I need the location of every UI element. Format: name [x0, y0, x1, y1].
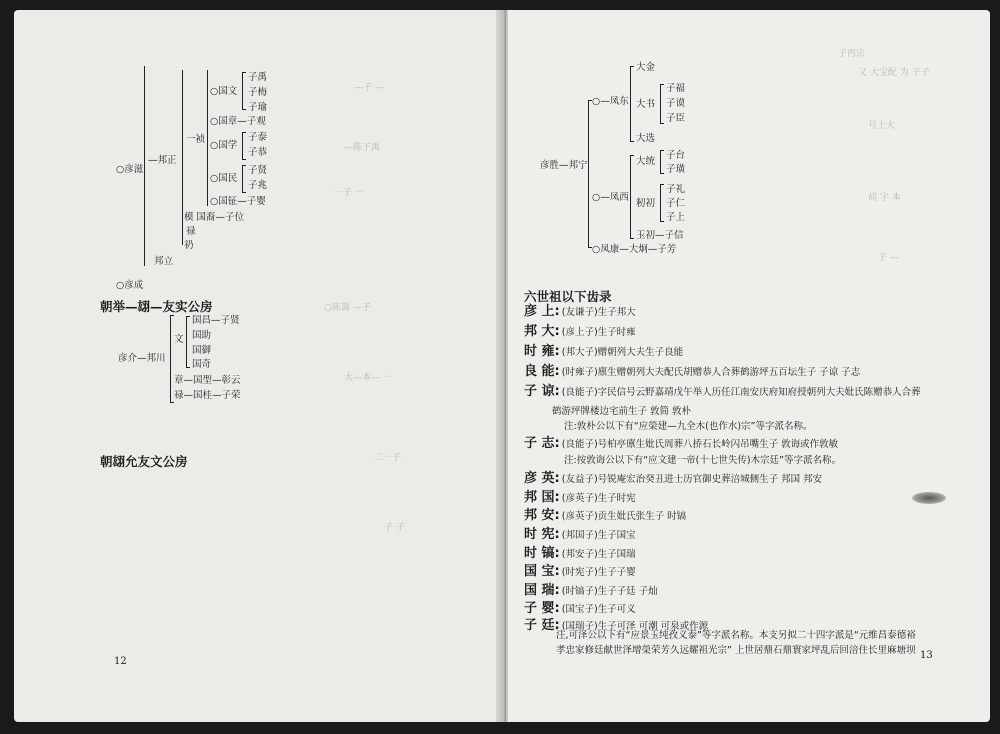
genealogy-entry	[524, 320, 964, 339]
tree-node-yancheng: ○彦成	[116, 280, 144, 291]
genealogy-entry	[524, 579, 964, 598]
entry-name: 时 镐:	[524, 546, 560, 561]
tree-node-zichen: 子臣	[666, 113, 686, 124]
tree-node-zhang: 章—国型—彰云	[174, 375, 241, 386]
final-note-line-1: 注,可泽公以下有“应景玉纯孜义泰”等字派名称。本支另拟二十四字派是“元维昌泰德裕	[556, 630, 916, 641]
entry-name: 国 瑞:	[524, 583, 560, 598]
tree-node-zifu: 子福	[666, 83, 686, 94]
entry-text: (良能子)号柏亭廪生妣氏周葬八挢石长岭闪吊嘴生子 敦诲或作敦敏	[561, 439, 839, 450]
entry-name: 时 宪:	[524, 527, 560, 542]
entry-text: (邦国子)生子国宝	[561, 530, 636, 541]
genealogy-entry	[524, 542, 964, 561]
page-number-left: 12	[114, 656, 127, 667]
section-title-youwen: 朝翃允友文公房	[100, 454, 188, 469]
entry-name: 邦 大:	[524, 324, 560, 339]
tree-node-guoqi2: 国奇	[192, 359, 212, 370]
entry-name: 彦 上:	[524, 304, 560, 319]
entry-text: (时宪子)生子子婴	[561, 567, 636, 578]
tree-node-daxuan: 大选	[636, 133, 656, 144]
tree-node-zixian: 子贤	[248, 165, 268, 176]
entry-name: 子 婴:	[524, 601, 560, 616]
tree-node-fengdong: ○—凤东	[592, 96, 629, 107]
tree-node-zihuang: 子璜	[666, 164, 686, 175]
section-title-chilu: 六世祖以下齿录	[524, 289, 612, 304]
tree-node-zili: 子礼	[666, 184, 686, 195]
genealogy-entry	[524, 486, 964, 505]
genealogy-entry	[524, 360, 964, 379]
entry-text: (彦英子)贡生妣氏张生子 时镐	[561, 511, 687, 522]
tree-node-guoqi: 模 国裔—子位	[184, 212, 245, 223]
entry-name: 子 廷:	[524, 618, 560, 633]
entry-text: (彦上子)生子时雍	[561, 327, 636, 338]
entry-text: (良能子)字民信号云野嘉靖戊午举人历任江南安庆府知府授朝列大夫妣氏陈赠恭人合葬	[561, 387, 921, 398]
tree-node-fengxi: ○—凤西	[592, 192, 629, 203]
tree-node-guomin: ○国民	[210, 173, 238, 184]
tree-node-zitai: 子泰	[248, 132, 268, 143]
entry-text: (彦英子)生子时宪	[561, 493, 636, 504]
tree-node-lu2: 禄—国桂—子荣	[174, 390, 241, 401]
tree-node-reng: 礽	[184, 240, 194, 251]
entry-text: (时雍子)廪生赠朝列大夫配氏胡赠恭人合葬鹤游坪五百坛生子 子谅 子志	[561, 367, 861, 378]
entry-text: (邦大子)赠朝列大夫生子良能	[561, 347, 684, 358]
tree-node-guozhu: 国助	[192, 330, 212, 341]
tree-node-zishang: 子上	[666, 212, 686, 223]
entry-name: 良 能:	[524, 364, 560, 379]
tree-node-lu: 禄	[186, 226, 196, 237]
entry-name: 彦 英:	[524, 471, 560, 486]
entry-text: (邦安子)生子国瑞	[561, 549, 636, 560]
genealogy-entry	[524, 467, 964, 486]
entry-text: (友谦子)生子邦大	[561, 307, 636, 318]
entry-text: (国宝子)生子可义	[561, 604, 636, 615]
genealogy-entry	[524, 560, 964, 579]
page-number-right: 13	[920, 650, 933, 661]
tree-node-bangzheng: —邦正	[148, 155, 177, 166]
tree-node-zimei: 子梅	[248, 87, 268, 98]
entry-name: 子 谅:	[524, 384, 560, 399]
genealogy-entry	[524, 380, 964, 399]
section-title-youshi: 朝举—翃—友实公房	[100, 299, 213, 314]
tree-node-guowen: ○国文	[210, 86, 238, 97]
entry-text: 鹤游坪牌楼边宅前生子 敦简 敦朴	[552, 406, 692, 417]
tree-node-ziyu: 子禹	[248, 72, 268, 83]
genealogy-entry	[564, 414, 990, 433]
tree-node-ziren: 子仁	[666, 198, 686, 209]
tree-node-guoxue: ○国学	[210, 140, 238, 151]
entry-text: 注:按敦诲公以下有“应文建一帝(十七世失传)木宗廷”等字派名称。	[564, 455, 841, 466]
tree-node-guozhang: ○国章—子观	[210, 116, 266, 127]
left-page: —子 — —陈子禹 一子 一 ○陈蔼 —子 大—本— 一 二一子 子 子 ○彦滋 —邦正 邦立 一祯 ○国文 子禹 子梅 子瑜 ○国章—子观 ○国学 子泰 子恭 ○国民 子贤 子兆 ○国钲—子婴 模 国裔—子位 禄 礽 ○彦成 朝举—翃—友实公房 彦介—邦川 文 国昌—子贤 国助 国御 国奇 章—国型—彰云 禄—国桂—子荣 朝翃允友文公房 12	[14, 10, 504, 722]
tree-node-zimo: 子谟	[666, 98, 686, 109]
tree-node-yuchu: 玉初—子信	[636, 230, 684, 241]
entry-text: (时镐子)生子子廷 子灿	[561, 586, 658, 597]
tree-node-yansheng: 彦胜—邦宁	[540, 160, 588, 171]
entry-text: (友益子)号锐庵宏治癸丑进士历官御史葬涪城侧生子 邦国 邦安	[561, 474, 823, 485]
tree-node-zigong: 子恭	[248, 147, 268, 158]
entry-name: 子 志:	[524, 436, 560, 451]
tree-node-bangli: 邦立	[154, 256, 174, 267]
genealogy-entry	[564, 448, 990, 467]
genealogy-entry	[524, 300, 964, 319]
tree-node-fengkang: ○凤康—大炯—子芳	[592, 244, 677, 255]
tree-node-zitai2: 子台	[666, 150, 686, 161]
tree-node-wen: 文	[174, 334, 184, 345]
tree-node-guochang: 国昌—子贤	[192, 315, 240, 326]
entry-text: 注:敦朴公以下有“应榮建—九全木(也作水)宗”等字派名称。	[564, 421, 813, 432]
entry-name: 国 宝:	[524, 564, 560, 579]
genealogy-entry	[524, 523, 964, 542]
entry-name: 邦 安:	[524, 508, 560, 523]
tree-node-dashu: 大书	[636, 99, 656, 110]
tree-node-yanzi: ○彦滋	[116, 164, 144, 175]
tree-node-ziyu2: 子瑜	[248, 102, 268, 113]
entry-name: 邦 国:	[524, 490, 560, 505]
tree-node-guozheng: ○国钲—子婴	[210, 196, 266, 207]
tree-node-dashu2: 籾初	[636, 198, 656, 209]
tree-node-guoyu: 国御	[192, 345, 212, 356]
genealogy-entry	[524, 340, 964, 359]
entry-name: 时 雍:	[524, 344, 560, 359]
entry-text: (国瑞子)生子可泽 可潮 可泉或作源	[561, 621, 709, 632]
right-page: 子丙宗 又 大宝配 为 子子 号上大 胡 字 本 子 — 彦胜—邦宁 ○—凤东 ○—凤西 ○凤康—大炯—子芳 大金 大书 子福 子谟 子臣 大选 大统 子台 子璜 籾初 子礼 子仁 子上 玉初—子信 六世祖以下齿录 彦 上: (友谦子)生子邦大 邦 大: (彦上子)生子时雍 时 雍: (邦大子)赠朝列大夫生子良能 良 能: (时雍子)廪生赠朝列大夫配氏胡赠恭人合葬鹤游坪五百坛生子 子谅 子志 子 谅: (良能子)字民信号云野嘉靖戊午举人历任江南安庆府知府授朝列大夫妣氏陈赠恭人合葬 鹤游坪牌楼边宅前生子 敦简 敦朴 注:敦朴公以下有“应榮建—九全木(也作水)宗”等字派名称。 子 志: (良能子)号柏亭廪生妣氏周葬八挢石长岭闪吊嘴生子 敦诲或作敦敏 注:按敦诲公以下有“应文建一帝(十七世失传)木宗廷”等字派名称。 彦 英: (友益子)号锐庵宏治癸丑进士历官御史葬涪城侧生子 邦国 邦安 邦 国: (彦英子)生子时宪 邦 安: (彦英子)贡生妣氏张生子 时镐 时 宪: (邦国子)生子国宝 时 镐: (邦安子)生子国瑞 国 宝: (时宪子)生子子婴 国 瑞: (时镐子)生子子廷 子灿 子 婴: (国宝子)生子可义 子 廷: (国瑞子)生子可泽 可潮 可泉或作源 注,可泽公以下有“应景玉纯孜义泰”等字派名称。本支另拟二十四字派是“元维昌泰德裕 孝忠家修廷献世泽增榮荣芳久远耀祖光宗” 上世居鼎石鼎寰家坪乱后回涪住长里麻塘坝 13	[508, 10, 990, 722]
final-note-line-2: 孝忠家修廷献世泽增榮荣芳久远耀祖光宗” 上世居鼎石鼎寰家坪乱后回涪住长里麻塘坝	[556, 645, 916, 656]
genealogy-entry	[524, 504, 964, 523]
tree-label-yi: 一祯	[186, 134, 206, 145]
tree-node-datong: 大统	[636, 156, 656, 167]
tree-node-zizhao: 子兆	[248, 180, 268, 191]
tree-node-yanjie: 彦介—邦川	[118, 353, 166, 364]
tree-node-dajin: 大金	[636, 62, 656, 73]
